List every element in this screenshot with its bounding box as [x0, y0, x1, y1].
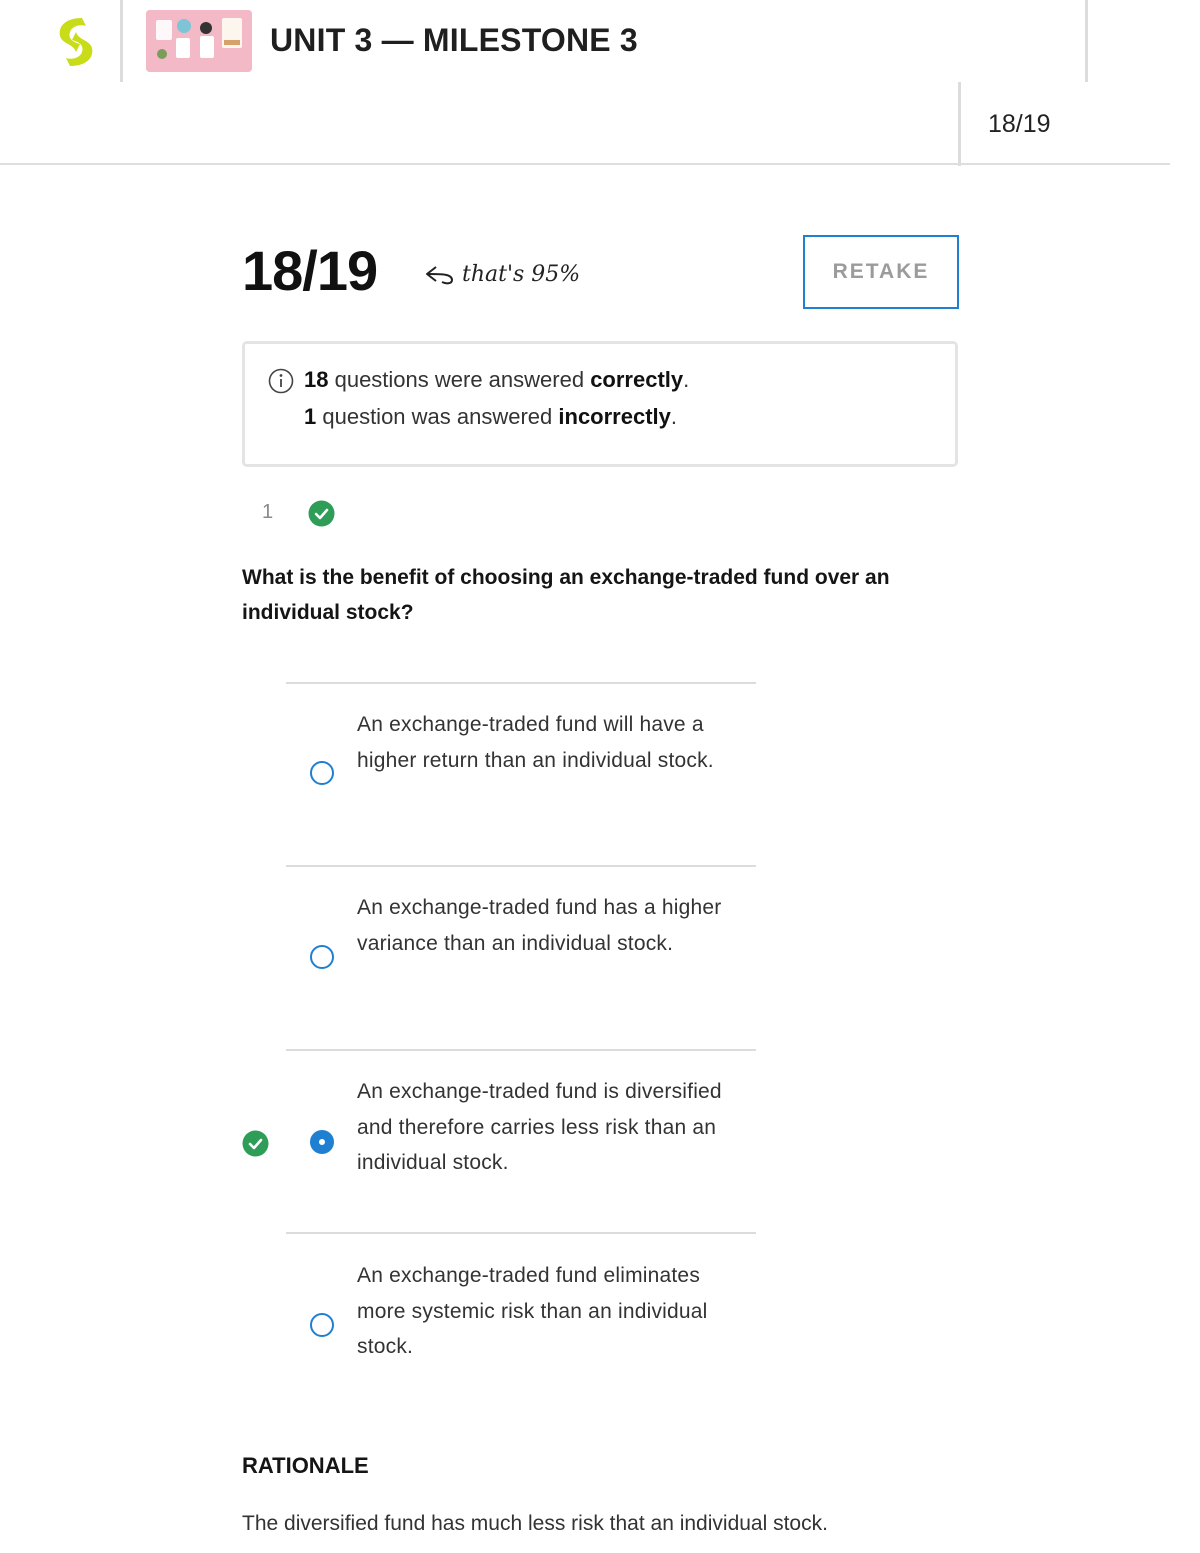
summary-period: . [683, 367, 690, 392]
summary-incorrect [304, 404, 677, 430]
option-divider [286, 682, 756, 684]
option-divider [286, 1049, 756, 1051]
header-divider [120, 0, 123, 82]
option-divider [286, 865, 756, 867]
sophia-logo-icon[interactable] [52, 14, 98, 70]
rationale-text: The diversified fund has much less risk that an individual stock. [242, 1512, 828, 1535]
score-note-text: that's 95% [462, 262, 581, 287]
score-divider [958, 82, 961, 166]
option-radio-1[interactable] [310, 761, 334, 785]
question-text: What is the benefit of choosing an exchange-traded fund over an individual stock? [242, 566, 890, 624]
header-score: 18/19 [988, 110, 1051, 138]
option-text-2[interactable]: An exchange-traded fund has a higher variance than an individual stock. [357, 896, 722, 955]
incorrect-count: 1 [304, 404, 317, 429]
summary-period: . [670, 404, 678, 429]
option-text-4[interactable]: An exchange-traded fund eliminates more systemic risk than an individual stock. [357, 1264, 708, 1358]
check-circle-icon [308, 500, 335, 527]
header-bottom-border [0, 163, 1170, 165]
option-text-1[interactable]: An exchange-traded fund will have a higher return than an individual stock. [357, 713, 714, 772]
option-radio-4[interactable] [310, 1313, 334, 1337]
correct-count: 18 [304, 367, 329, 392]
correct-answer-check-icon [242, 1130, 269, 1157]
return-arrow-icon [424, 264, 456, 286]
option-text-3[interactable]: An exchange-traded fund is diversified and therefore carries less risk than an individual stock. [357, 1080, 722, 1174]
option-radio-2[interactable] [310, 945, 334, 969]
rationale-heading: RATIONALE [242, 1453, 369, 1478]
result-score: 18/19 [242, 239, 378, 302]
retake-button[interactable]: RETAKE [803, 235, 959, 309]
summary-correct [304, 367, 689, 393]
page-title: UNIT 3 — MILESTONE 3 [270, 22, 638, 58]
question-number: 1 [262, 501, 274, 523]
info-icon [268, 368, 294, 394]
score-note [424, 262, 580, 287]
header-divider-right [1085, 0, 1088, 82]
option-divider [286, 1232, 756, 1234]
option-radio-3[interactable] [310, 1130, 334, 1154]
summary-incorrect-text: question was answered [316, 404, 559, 429]
unit-thumbnail [146, 10, 252, 72]
correct-word: correctly [590, 367, 684, 392]
incorrect-word: incorrectly [558, 404, 671, 429]
summary-correct-text: questions were answered [328, 367, 591, 392]
